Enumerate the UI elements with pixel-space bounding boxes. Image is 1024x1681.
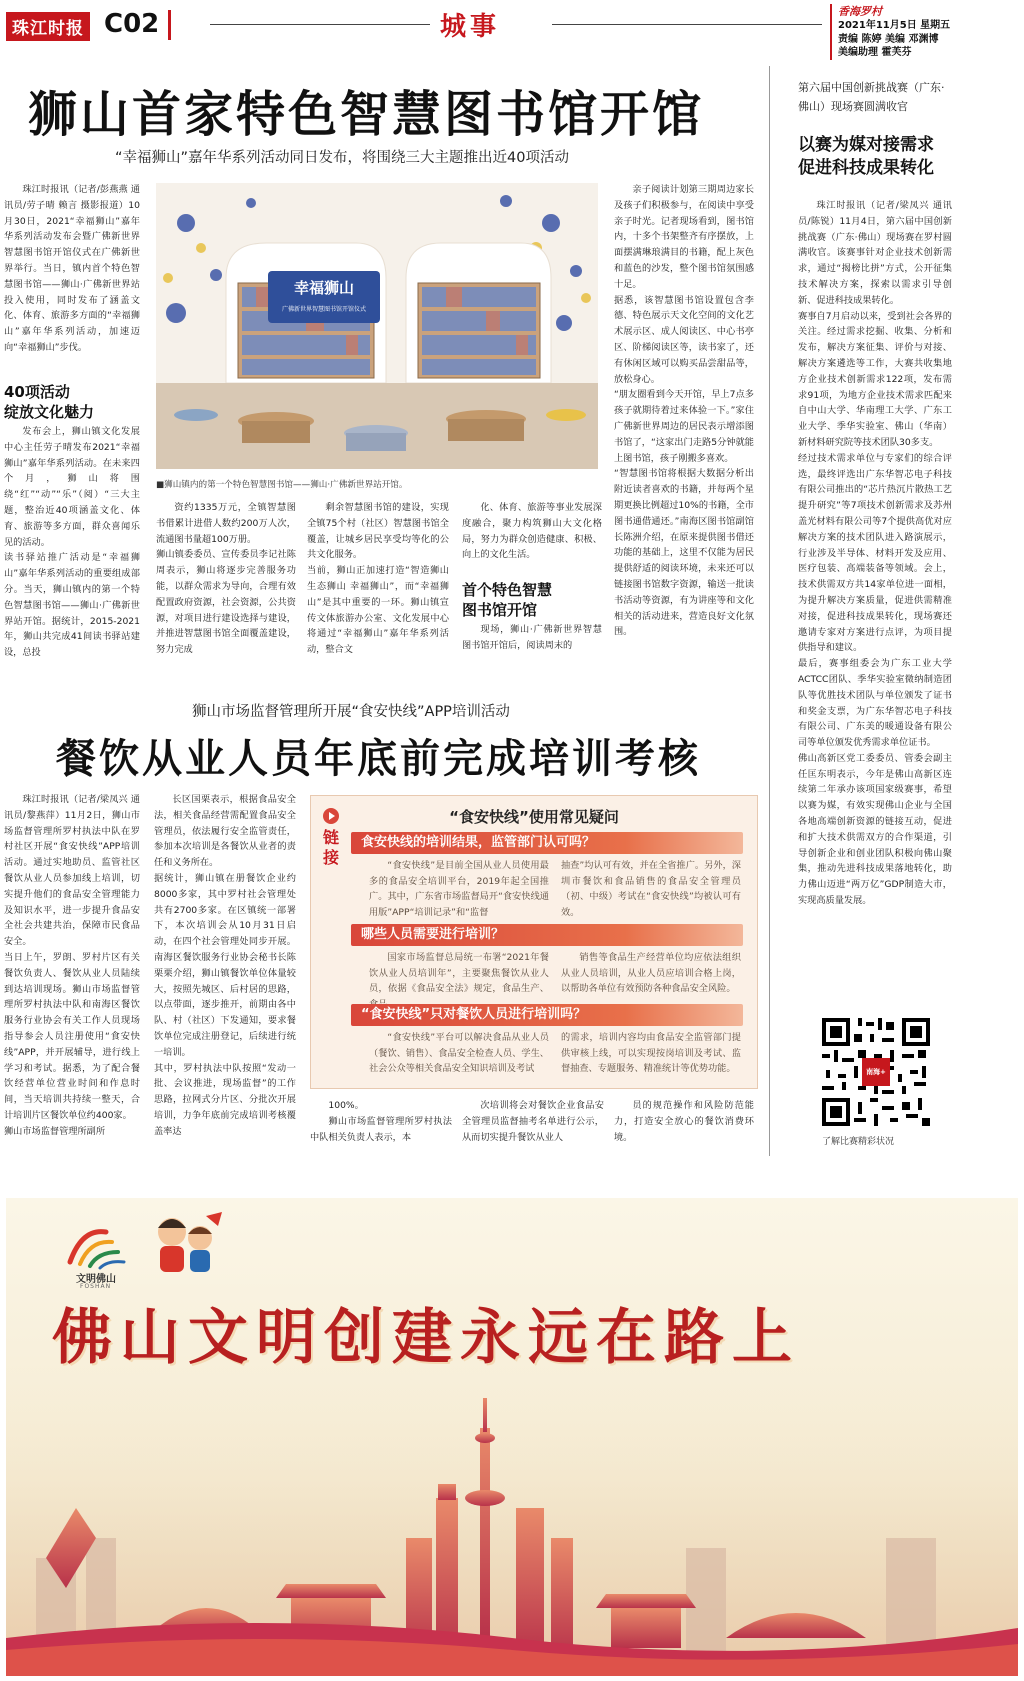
article1-col1: 珠江时报讯（记者/彭燕燕 通讯员/劳子晴 赖言 摄影报道）10月30日，2021“幸福狮山”嘉年华系列活动发布会暨广佛新世界智慧图书馆开馆仪式在广佛新世界举行。当日，镇内首个特色智慧图书馆——狮山·广佛新世界站投入使用，同时发布了涵盖文化、体育、旅游多方面的“幸福狮山”嘉年华系列活动，加速迈向“幸福狮山”步伐。 <box>4 184 140 353</box>
masthead-divider <box>168 10 171 40</box>
faq-answer-2-left: 国家市场监督总局统一布署“2021年餐饮从业人员培训年”，主要聚焦餐饮从业人员，依据《食品安全法》规定，食品生产、 <box>369 952 549 994</box>
section-title: 城事 <box>440 12 501 42</box>
faq-answer-3-left: “食安快线”平台可以解决食品从业人员（餐饮、销售）、食品安全检查人员、学生、社会公众等相关食品安全知识培训及考试 <box>369 1032 549 1074</box>
paper-logo: 珠江时报 <box>6 12 90 41</box>
faq-title: “食安快线”使用常见疑问 <box>449 808 619 826</box>
article1-col3: 剩余智慧图书馆的建设，实现全镇75个村（社区）智慧图书馆全覆盖，让城乡居民享受均等化的公共文化服务。 当前，狮山正加速打造“智造狮山 生态狮山 幸福狮山”，而“幸福狮山”是其中重要的一环。狮山镇宣传文体旅游办公室、文化发展中心将通过“幸福狮山”嘉年华系列活动，整合文 <box>307 502 449 656</box>
article1-headline: 狮山首家特色智慧图书馆开馆 <box>28 85 705 143</box>
sidebar-headline: 以赛为媒对接需求 促进科技成果转化 <box>798 135 934 178</box>
faq-tag: 链接 <box>323 828 340 867</box>
library-photo <box>156 183 598 469</box>
edition-name: 香海罗村 <box>838 5 882 18</box>
masthead-rule-right <box>552 24 822 25</box>
article2-headline: 餐饮从业人员年底前完成培训考核 <box>56 735 701 782</box>
mascot-icon <box>146 1206 226 1286</box>
edition-divider <box>830 4 832 60</box>
logo-subtext: FOSHAN <box>80 1283 112 1290</box>
article2-col2: 长区国栗表示，根据食品安全法，相关食品经营需配置食品安全管理员，依法履行安全监管责任，参加本次培训是各餐饮从业者的责任和义务所在。 据统计，狮山镇在册餐饮企业约8000多家，其中罗村社会管理处共有2700多家。在区镇统一部署下，本次培训会从10月31日启动，在四个社会管理处同步开展。南海区餐饮服务行业协会秘书长陈栗栗介绍，狮山镇餐饮单位体量较大，按照先城区、后村居的思路，以点带面，逐步推开，前期由各中队、村（社区）下发通知，要求餐饮单位完成注册登记，后续进行统一培训。 其中，罗村执法中队按照“发动一批、会议推进，现场监督”的工作思路，拉网式分片区、分批次开展培训，力争年底前完成培训考核覆盖率达 <box>154 794 296 1137</box>
qr-caption: 了解比赛精彩状况 <box>822 1137 895 1147</box>
article2-col4: 次培训将会对餐饮企业食品安全管理员监督抽考名单进行公示，从而切实提升餐饮从业人 <box>462 1100 604 1143</box>
civilization-banner <box>6 1198 1018 1676</box>
city-skyline-illustration <box>6 1388 1018 1676</box>
article2-col5: 员的规范操作和风险防范能力，打造安全放心的餐饮消费环境。 <box>614 1100 754 1143</box>
article1-col1b: 发布会上，狮山镇文化发展中心主任劳子晴发布2021“幸福狮山”嘉年华系列活动。在未来四个月，狮山将围绕“红”“动”“乐”（阅）“三大主题，整治近40项涵盖文化、体育、旅游等多方面，群众喜闻乐见的活动。 读书驿站推广活动是“幸福狮山”嘉年华系列活动的重要组成部分。当天，狮山镇内的第一个特色智慧图书馆——狮山·广佛新世界站开馆。据统计，2015-2021年，狮山共完成41间读书驿站建设，总投 <box>4 426 140 659</box>
article1-deck: “幸福狮山”嘉年华系列活动同日发布，将围绕三大主题推出近40项活动 <box>115 150 569 166</box>
faq-answer-1-right: 抽查”均认可有效，并在全省推广。另外，深圳市餐饮和食品销售的食品安全管理员（初、中级）考试在“食安快线”均被认可有效。 <box>561 860 741 918</box>
article1-col4: 化、体育、旅游等事业发展深度融合，聚力构筑狮山大文化格局，努力为群众创造健康、积极、向上的文化生活。 <box>462 502 602 561</box>
article1-subhead-1: 40项活动 绽放文化魅力 <box>4 383 95 421</box>
page-number: C02 <box>104 9 160 39</box>
article2-col3: 狮山市场监督管理所罗村执法中队相关负责人表示，本 <box>310 1116 452 1143</box>
article1-col2: 资约1335万元，全镇智慧图书借累计进借人数约200万人次，流通图书量超100万册。 狮山镇委委员、宣传委员李记社陈周表示，狮山将逐步完善服务功能，以群众需求为导向，合理有效配置政府资源，社会资源，公共资源，对项目进行建设选择与建设，并推进智慧图书馆全面覆盖建设，努力完成 <box>156 502 296 656</box>
article2-col2b: 100%。 <box>328 1100 364 1111</box>
faq-question-1: 食安快线的培训结果，监管部门认可吗？ <box>351 832 743 854</box>
banner-title: 佛山文明创建永远在路上 <box>52 1303 800 1373</box>
article1-subhead-2: 首个特色智慧 图书馆开馆 <box>462 581 553 619</box>
article2-col1: 珠江时报讯（记者/梁凤兴 通讯员/黎燕萍）11月2日，狮山市场监督管理所罗村执法中队在罗村社区开展“食安快线”APP培训活动。通过实地助员、监管社区餐饮从业人员参加线上培训，切实提升他们的食品安全管理能力及知识水平，进一步提升食品安全社会共建共治，保障市民食品安全。 当日上午，罗朗、罗村片区有关餐饮负责人、餐饮从业人员陆续到达培训现场。狮山市场监督管理所罗村执法中队和南海区餐饮服务行业协会有关工作人员现场指导参会人员注册使用“食安快线”APP，并开展辅导，进行线上学习和考试。据悉，为了配合餐饮经营单位营业时间和作息时间，当天培训共持续一整天，合计培训片区餐饮单位约400家。 狮山市场监督管理所副所 <box>4 794 140 1137</box>
masthead-rule-left <box>210 24 430 25</box>
sidebar-divider <box>769 66 770 1156</box>
faq-answer-3-right: 的需求，培训内容均由食品安全监管部门提供审核上线，可以实现按岗培训及考试、监督抽查、专题服务、精准统计等优势功能。 <box>561 1032 741 1074</box>
library-illustration <box>156 183 598 469</box>
article1-col4b: 现场，狮山·广佛新世界智慧图书馆开馆后，阅读周末的 <box>462 624 602 651</box>
sidebar-pre-headline: 第六届中国创新挑战赛（广东·佛山）现场赛圆满收官 <box>798 81 945 113</box>
article2-deck: 狮山市场监督管理所开展“食安快线”APP培训活动 <box>192 704 510 720</box>
faq-question-2: 哪些人员需要进行培训？ <box>351 924 743 946</box>
asst-editor-credit: 美编助理 霍芙芬 <box>838 47 912 58</box>
faq-answer-1-left: “食安快线”是目前全国从业人员使用最多的食品安全培训平台，2019年起全国推广。其中，广东省市场监督局开“食安快线通用版”APP“培训记录”和“监督 <box>369 860 549 918</box>
photo-caption: ■狮山镇内的第一个特色智慧图书馆——狮山·广佛新世界站开馆。 <box>156 480 408 490</box>
editor-credit: 责编 陈婷 美编 邓渊博 <box>838 34 939 45</box>
faq-box <box>310 795 758 1089</box>
faq-question-3: “食安快线”只对餐饮人员进行培训吗？ <box>351 1004 743 1026</box>
qr-badge: 南海+ <box>866 1068 886 1076</box>
issue-date: 2021年11月5日 星期五 <box>838 20 951 31</box>
qr-code[interactable] <box>818 1014 934 1130</box>
photo-sign-text: 幸福狮山 <box>293 279 355 297</box>
civilization-logo-icon <box>62 1222 142 1272</box>
article1-col5: 亲子阅读计划第三期周边家长及孩子们积极参与，在阅读中享受亲子时光。记者现场看到，图书馆内，十多个书架整齐有序摆放，上面摆满琳琅满目的书籍，配上灰色和蓝色的沙发，整个图书馆氛围感十足。 据悉，该智慧图书馆设置包含李德、特色展示天文化空间的文化艺术展示区、成人阅读区、中心书亭区、阶梯阅读区等，读书家了，还有休闲区域可以购买品尝甜品等，放松身心。 “朋友圈看到今天开馆，早上7点多孩子就期待着过来体验一下。”家住广佛新世界周边的居民表示增添图书馆了，“这家出门走路5分钟就能上图书馆，孩子刚搬多喜欢。 “智慧图书馆将根据大数据分析出附近读者喜欢的书籍，并每两个星期更换比例超过10%的书籍，全市图书通借通还。”南海区图书馆副馆长陈洲介绍，在原来提供图书借还功能的基础上，这里不仅能为居民提供舒适的阅读环境，未来还可以链接图书馆数字资源，输送一批读书活动等资源，有为讲座等和文化相关的活动进来，营造良好文化氛围。 <box>614 184 754 638</box>
photo-sign-subtext: 广佛新世界智慧图书馆开馆仪式 <box>281 306 367 313</box>
faq-answer-2-right: 销售等食品生产经营单位均应依法组织从业人员培训，从业人员应培训合格上岗，以帮助各单位有效预防各种食品安全风险。 <box>561 952 741 994</box>
logo-text: 文明佛山 <box>76 1274 116 1285</box>
sidebar-body: 珠江时报讯（记者/梁凤兴 通讯员/陈锐）11月4日，第六届中国创新挑战赛（广东·佛山）现场赛在罗村圆满收官。该赛事针对企业技术创新需求，通过“揭榜比拼”方式，公开征集技术解决方案，探索以需求引导创新、促进科技成果转化。 赛事自7月启动以来，受到社会各界的关注。经过需求挖掘、收集、分析和发布，解决方案征集、评价与对接、解决方案遴选等工作，大赛共收集地方企业技术创新需求122项，发布需求91项，为地方企业技术需求匹配来自中山大学、华南理工大学、广东工业大学、季华实验室、佛山（华南）新材料研究院等技术团队30多支。 经过技术需求单位与专家们的综合评选，最终评选出广东华智芯电子科技有限公司推出的“芯片热沉片散热工艺提升研究”等7项技术创新需求及苏州盖光材料有限公司等7个提供高优对应解决方案的技术团队进入路演展示，行业涉及半导体、材料开发及应用、医疗包装、高端装备等领域。会上，技术供需双方共14家单位进一面相，为提升解决方案质量，促进供需精准对接，促进科技成果转化，现场赛还邀请专家对方案进行点评，为项目提供指导和建议。 最后，赛事组委会为广东工业大学ACTCC团队、季华实验室微纳制造团队等优胜技术团队与单位颁发了证书和奖金支票，为广东华智芯电子科技有限公司、广东美的暖通设备有限公司等单位颁发优秀需求单位证书。 佛山高新区党工委委员、管委会副主任匡东明表示，今年是佛山高新区连续第二年承办该项国家级赛事，希望以赛为媒，有效实现佛山企业与全国各地高端创新资源的链接互动，促进和扩大技术供需双方的合作渠道，引导创新企业和创业团队积极向佛山聚集，推动先进科技成果落地转化，助力佛山迈进“两万亿”GDP制造大市，实现高质量发展。 <box>798 200 952 907</box>
